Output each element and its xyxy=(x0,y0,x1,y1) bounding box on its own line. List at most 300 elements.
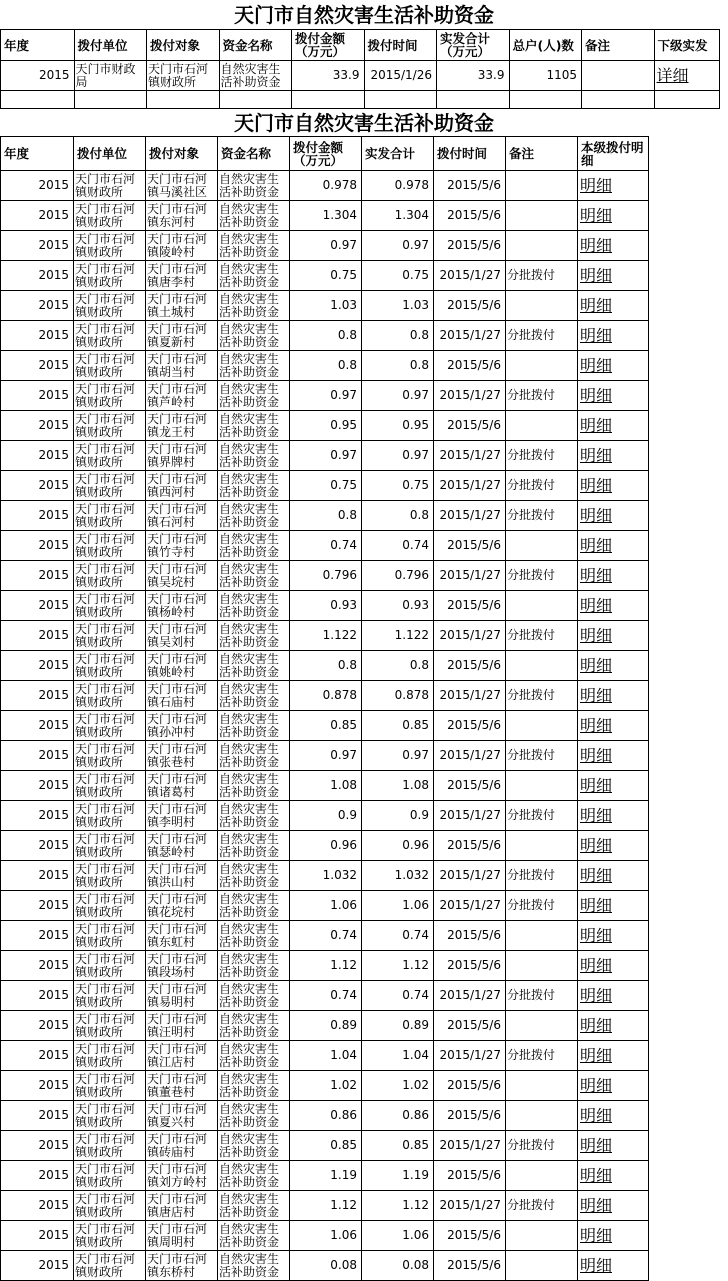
cell-note: 分批拨付 xyxy=(506,261,578,291)
cell-year: 2015 xyxy=(1,1011,74,1041)
section1-title: 天门市自然灾害生活补助资金 xyxy=(234,3,494,27)
cell-amount: 0.8 xyxy=(290,501,362,531)
cell-target: 天门市石河镇芦岭村 xyxy=(146,381,218,411)
cell-total: 0.97 xyxy=(362,381,434,411)
cell-date: 2015/5/6 xyxy=(434,1251,506,1281)
col-header-households: 总户(人)数 xyxy=(509,30,582,61)
table-row xyxy=(1,531,649,561)
cell-fund: 自然灾害生活补助资金 xyxy=(218,801,290,831)
table-row xyxy=(1,1041,649,1071)
cell-amount: 0.08 xyxy=(290,1251,362,1281)
col-header-year: 年度 xyxy=(1,30,75,61)
cell-total: 0.74 xyxy=(362,531,434,561)
detail-link[interactable]: 详细 xyxy=(654,61,720,91)
cell-note xyxy=(582,61,655,91)
cell-unit: 天门市石河镇财政所 xyxy=(74,1161,146,1191)
cell-fund: 自然灾害生活补助资金 xyxy=(218,561,290,591)
cell-total: 0.8 xyxy=(362,651,434,681)
cell-fund: 自然灾害生活补助资金 xyxy=(218,771,290,801)
cell-fund: 自然灾害生活补助资金 xyxy=(218,171,290,201)
cell-date: 2015/5/6 xyxy=(434,1161,506,1191)
detail-link[interactable]: 明细 xyxy=(578,561,649,591)
cell-amount: 1.06 xyxy=(290,1221,362,1251)
cell-amount: 0.95 xyxy=(290,411,362,441)
cell-date: 2015/5/6 xyxy=(434,291,506,321)
detail-link[interactable]: 明细 xyxy=(578,471,649,501)
cell-date: 2015/1/27 xyxy=(434,1131,506,1161)
cell-year: 2015 xyxy=(1,651,74,681)
table-row xyxy=(1,441,649,471)
cell-target: 天门市石河镇石庙村 xyxy=(146,681,218,711)
cell-year: 2015 xyxy=(1,1131,74,1161)
cell-target: 天门市石河镇西河村 xyxy=(146,471,218,501)
cell-target: 天门市石河镇胡当村 xyxy=(146,351,218,381)
cell-date: 2015/5/6 xyxy=(434,771,506,801)
detail-link[interactable]: 明细 xyxy=(578,741,649,771)
cell-note: 分批拨付 xyxy=(506,471,578,501)
table-row xyxy=(1,171,649,201)
col-header-detail: 本级拨付明细 xyxy=(578,137,649,171)
detail-link[interactable]: 明细 xyxy=(578,831,649,861)
cell-fund: 自然灾害生活补助资金 xyxy=(218,1041,290,1071)
table-row xyxy=(1,891,649,921)
detail-link[interactable]: 明细 xyxy=(578,381,649,411)
cell-unit: 天门市石河镇财政所 xyxy=(74,381,146,411)
cell-date: 2015/1/27 xyxy=(434,381,506,411)
col-header-target: 拨付对象 xyxy=(147,30,220,61)
detail-link[interactable]: 明细 xyxy=(578,591,649,621)
cell-total: 0.978 xyxy=(362,171,434,201)
cell-note xyxy=(506,351,578,381)
cell-fund: 自然灾害生活补助资金 xyxy=(218,531,290,561)
col-header-total: 实发合计（万元） xyxy=(437,30,510,61)
cell-target: 天门市石河镇财政所 xyxy=(147,61,220,91)
cell-note: 分批拨付 xyxy=(506,501,578,531)
cell-total: 0.74 xyxy=(362,921,434,951)
cell-year: 2015 xyxy=(1,711,74,741)
cell-amount: 0.96 xyxy=(290,831,362,861)
detail-link[interactable]: 明细 xyxy=(578,411,649,441)
col-header-note: 备注 xyxy=(582,30,655,61)
cell-date: 2015/1/26 xyxy=(364,61,437,91)
cell-target: 天门市石河镇汪明村 xyxy=(146,1011,218,1041)
cell-year: 2015 xyxy=(1,381,74,411)
cell-note xyxy=(506,591,578,621)
cell-total: 0.97 xyxy=(362,741,434,771)
cell-fund: 自然灾害生活补助资金 xyxy=(218,321,290,351)
cell-amount: 0.85 xyxy=(290,1131,362,1161)
cell-note xyxy=(506,1251,578,1281)
detail-link[interactable]: 明细 xyxy=(578,1191,649,1221)
cell-amount: 0.93 xyxy=(290,591,362,621)
cell-target: 天门市石河镇竹寺村 xyxy=(146,531,218,561)
cell-year: 2015 xyxy=(1,321,74,351)
table-row xyxy=(1,951,649,981)
cell-target: 天门市石河镇杨岭村 xyxy=(146,591,218,621)
cell-year: 2015 xyxy=(1,621,74,651)
section2-title: 天门市自然灾害生活补助资金 xyxy=(234,111,494,135)
cell-target: 天门市石河镇吴刘村 xyxy=(146,621,218,651)
cell-unit: 天门市石河镇财政所 xyxy=(74,471,146,501)
cell-target: 天门市石河镇土城村 xyxy=(146,291,218,321)
cell-unit: 天门市石河镇财政所 xyxy=(74,1251,146,1281)
cell-date: 2015/5/6 xyxy=(434,591,506,621)
cell-target: 天门市石河镇瑟岭村 xyxy=(146,831,218,861)
cell-note xyxy=(506,231,578,261)
cell-amount: 0.796 xyxy=(290,561,362,591)
cell-year: 2015 xyxy=(1,61,75,91)
detail-link[interactable]: 明细 xyxy=(578,171,649,201)
cell-amount: 0.74 xyxy=(290,531,362,561)
cell-unit: 天门市石河镇财政所 xyxy=(74,951,146,981)
cell-fund: 自然灾害生活补助资金 xyxy=(218,291,290,321)
cell-amount: 0.97 xyxy=(290,231,362,261)
cell-date: 2015/1/27 xyxy=(434,621,506,651)
cell-year: 2015 xyxy=(1,921,74,951)
detail-link[interactable]: 明细 xyxy=(578,1251,649,1281)
cell-total: 0.8 xyxy=(362,501,434,531)
cell-year: 2015 xyxy=(1,201,74,231)
cell-fund: 自然灾害生活补助资金 xyxy=(218,471,290,501)
cell-year: 2015 xyxy=(1,471,74,501)
detail-link[interactable]: 明细 xyxy=(578,351,649,381)
cell-unit: 天门市石河镇财政所 xyxy=(74,1101,146,1131)
cell-unit: 天门市石河镇财政所 xyxy=(74,921,146,951)
detail-link[interactable]: 明细 xyxy=(578,1041,649,1071)
cell-date: 2015/1/27 xyxy=(434,261,506,291)
cell-note: 分批拨付 xyxy=(506,621,578,651)
col-header-target: 拨付对象 xyxy=(146,137,218,171)
cell-unit: 天门市石河镇财政所 xyxy=(74,411,146,441)
detail-link[interactable]: 明细 xyxy=(578,1011,649,1041)
cell-note: 分批拨付 xyxy=(506,1041,578,1071)
cell-note xyxy=(506,411,578,441)
cell-date: 2015/1/27 xyxy=(434,1041,506,1071)
cell-year: 2015 xyxy=(1,1041,74,1071)
cell-fund: 自然灾害生活补助资金 xyxy=(218,381,290,411)
cell-households: 1105 xyxy=(509,61,582,91)
detail-link[interactable]: 明细 xyxy=(578,861,649,891)
cell-unit: 天门市石河镇财政所 xyxy=(74,201,146,231)
cell-fund: 自然灾害生活补助资金 xyxy=(218,681,290,711)
cell-unit: 天门市石河镇财政所 xyxy=(74,801,146,831)
cell-date: 2015/1/27 xyxy=(434,861,506,891)
table-row xyxy=(1,681,649,711)
cell-total: 0.86 xyxy=(362,1101,434,1131)
cell-target: 天门市石河镇张巷村 xyxy=(146,741,218,771)
cell-target: 天门市石河镇唐店村 xyxy=(146,1191,218,1221)
cell-total: 1.122 xyxy=(362,621,434,651)
cell-date: 2015/1/27 xyxy=(434,681,506,711)
cell-note: 分批拨付 xyxy=(506,1131,578,1161)
cell-note: 分批拨付 xyxy=(506,891,578,921)
table-row xyxy=(1,1191,649,1221)
cell-total: 0.878 xyxy=(362,681,434,711)
cell-year: 2015 xyxy=(1,1251,74,1281)
cell-unit: 天门市石河镇财政所 xyxy=(74,861,146,891)
detail-link[interactable]: 明细 xyxy=(578,891,649,921)
detail-link[interactable]: 明细 xyxy=(578,921,649,951)
cell-amount: 1.08 xyxy=(290,771,362,801)
cell-fund: 自然灾害生活补助资金 xyxy=(218,741,290,771)
detail-link[interactable]: 明细 xyxy=(578,321,649,351)
table-row xyxy=(1,411,649,441)
cell-unit: 天门市石河镇财政所 xyxy=(74,621,146,651)
cell-unit: 天门市石河镇财政所 xyxy=(74,1221,146,1251)
cell-amount: 1.032 xyxy=(290,861,362,891)
col-header-date: 拨付时间 xyxy=(434,137,506,171)
detail-link[interactable]: 明细 xyxy=(578,711,649,741)
table-row xyxy=(1,1251,649,1281)
cell-total: 0.9 xyxy=(362,801,434,831)
cell-unit: 天门市石河镇财政所 xyxy=(74,231,146,261)
cell-total: 1.08 xyxy=(362,771,434,801)
cell-total: 1.02 xyxy=(362,1071,434,1101)
cell-date: 2015/5/6 xyxy=(434,921,506,951)
col-header-date: 拨付时间 xyxy=(364,30,437,61)
cell-fund: 自然灾害生活补助资金 xyxy=(218,351,290,381)
cell-amount: 0.97 xyxy=(290,381,362,411)
cell-target: 天门市石河镇龙王村 xyxy=(146,411,218,441)
cell-year: 2015 xyxy=(1,231,74,261)
detail-link[interactable]: 明细 xyxy=(578,651,649,681)
cell-note xyxy=(506,1011,578,1041)
cell-target: 天门市石河镇砖庙村 xyxy=(146,1131,218,1161)
cell-fund: 自然灾害生活补助资金 xyxy=(218,1071,290,1101)
cell-date: 2015/5/6 xyxy=(434,651,506,681)
cell-year: 2015 xyxy=(1,1161,74,1191)
detail-link[interactable]: 明细 xyxy=(578,1221,649,1251)
cell-total: 0.74 xyxy=(362,981,434,1011)
cell-target: 天门市石河镇陵岭村 xyxy=(146,231,218,261)
cell-note xyxy=(506,1161,578,1191)
cell-fund: 自然灾害生活补助资金 xyxy=(218,1221,290,1251)
detail-link[interactable]: 明细 xyxy=(578,1131,649,1161)
cell-year: 2015 xyxy=(1,771,74,801)
cell-fund: 自然灾害生活补助资金 xyxy=(218,981,290,1011)
detail-link[interactable]: 明细 xyxy=(578,1071,649,1101)
cell-total: 0.796 xyxy=(362,561,434,591)
cell-fund: 自然灾害生活补助资金 xyxy=(218,261,290,291)
table-row xyxy=(1,711,649,741)
table-row xyxy=(1,1161,649,1191)
cell-year: 2015 xyxy=(1,1101,74,1131)
cell-amount: 0.85 xyxy=(290,711,362,741)
cell-year: 2015 xyxy=(1,531,74,561)
cell-note xyxy=(506,201,578,231)
detail-link[interactable]: 明细 xyxy=(578,981,649,1011)
cell-date: 2015/1/27 xyxy=(434,741,506,771)
cell-year: 2015 xyxy=(1,681,74,711)
cell-note: 分批拨付 xyxy=(506,741,578,771)
table-row xyxy=(1,321,649,351)
table-row xyxy=(1,831,649,861)
cell-date: 2015/5/6 xyxy=(434,531,506,561)
cell-note xyxy=(506,831,578,861)
col-header-fund: 资金名称 xyxy=(219,30,292,61)
cell-date: 2015/1/27 xyxy=(434,981,506,1011)
table-row xyxy=(1,621,649,651)
summary-row xyxy=(1,61,720,91)
cell-year: 2015 xyxy=(1,951,74,981)
cell-amount: 1.12 xyxy=(290,1191,362,1221)
cell-amount: 1.122 xyxy=(290,621,362,651)
summary-header-row xyxy=(1,30,720,61)
detail-link[interactable]: 明细 xyxy=(578,531,649,561)
cell-target: 天门市石河镇易明村 xyxy=(146,981,218,1011)
summary-table xyxy=(0,29,720,109)
cell-date: 2015/1/27 xyxy=(434,891,506,921)
cell-target: 天门市石河镇马溪社区 xyxy=(146,171,218,201)
cell-unit: 天门市石河镇财政所 xyxy=(74,1131,146,1161)
cell-year: 2015 xyxy=(1,561,74,591)
cell-total: 33.9 xyxy=(437,61,510,91)
detail-link[interactable]: 明细 xyxy=(578,771,649,801)
cell-amount: 1.03 xyxy=(290,291,362,321)
cell-target: 天门市石河镇周明村 xyxy=(146,1221,218,1251)
cell-total: 1.03 xyxy=(362,291,434,321)
table-row xyxy=(1,501,649,531)
cell-amount: 0.8 xyxy=(290,321,362,351)
cell-total: 0.75 xyxy=(362,261,434,291)
cell-target: 天门市石河镇诸葛村 xyxy=(146,771,218,801)
cell-year: 2015 xyxy=(1,441,74,471)
cell-target: 天门市石河镇花垸村 xyxy=(146,891,218,921)
cell-date: 2015/5/6 xyxy=(434,1101,506,1131)
cell-date: 2015/5/6 xyxy=(434,951,506,981)
cell-date: 2015/1/27 xyxy=(434,321,506,351)
cell-date: 2015/1/27 xyxy=(434,501,506,531)
spacer-row xyxy=(1,91,720,109)
col-header-sublevel: 下级实发 xyxy=(654,30,720,61)
detail-link[interactable]: 明细 xyxy=(578,501,649,531)
cell-unit: 天门市石河镇财政所 xyxy=(74,531,146,561)
cell-year: 2015 xyxy=(1,741,74,771)
cell-note xyxy=(506,1221,578,1251)
table-row xyxy=(1,471,649,501)
table-row xyxy=(1,801,649,831)
cell-note xyxy=(506,531,578,561)
cell-fund: 自然灾害生活补助资金 xyxy=(218,891,290,921)
cell-unit: 天门市石河镇财政所 xyxy=(74,351,146,381)
table-row xyxy=(1,1131,649,1161)
cell-note xyxy=(506,951,578,981)
table-row xyxy=(1,231,649,261)
cell-fund: 自然灾害生活补助资金 xyxy=(218,1131,290,1161)
cell-fund: 自然灾害生活补助资金 xyxy=(218,1191,290,1221)
cell-date: 2015/5/6 xyxy=(434,711,506,741)
cell-amount: 1.06 xyxy=(290,891,362,921)
table-row xyxy=(1,771,649,801)
cell-date: 2015/5/6 xyxy=(434,201,506,231)
cell-fund: 自然灾害生活补助资金 xyxy=(219,61,292,91)
detail-link[interactable]: 明细 xyxy=(578,1101,649,1131)
cell-year: 2015 xyxy=(1,861,74,891)
cell-amount: 1.02 xyxy=(290,1071,362,1101)
detail-link[interactable]: 明细 xyxy=(578,231,649,261)
cell-amount: 0.86 xyxy=(290,1101,362,1131)
detail-link[interactable]: 明细 xyxy=(578,441,649,471)
cell-amount: 1.19 xyxy=(290,1161,362,1191)
cell-date: 2015/1/27 xyxy=(434,561,506,591)
detail-link[interactable]: 明细 xyxy=(578,291,649,321)
cell-amount: 0.9 xyxy=(290,801,362,831)
col-header-unit: 拨付单位 xyxy=(74,137,146,171)
cell-target: 天门市石河镇孙冲村 xyxy=(146,711,218,741)
cell-target: 天门市石河镇夏新村 xyxy=(146,321,218,351)
cell-total: 1.19 xyxy=(362,1161,434,1191)
cell-unit: 天门市石河镇财政所 xyxy=(74,1041,146,1071)
cell-year: 2015 xyxy=(1,261,74,291)
cell-year: 2015 xyxy=(1,1071,74,1101)
cell-amount: 1.12 xyxy=(290,951,362,981)
cell-target: 天门市石河镇东虹村 xyxy=(146,921,218,951)
cell-date: 2015/1/27 xyxy=(434,471,506,501)
cell-amount: 0.97 xyxy=(290,741,362,771)
cell-unit: 天门市石河镇财政所 xyxy=(74,651,146,681)
cell-target: 天门市石河镇石河村 xyxy=(146,501,218,531)
table-row xyxy=(1,201,649,231)
detail-link[interactable]: 明细 xyxy=(578,621,649,651)
cell-year: 2015 xyxy=(1,591,74,621)
cell-unit: 天门市石河镇财政所 xyxy=(74,741,146,771)
cell-date: 2015/1/27 xyxy=(434,801,506,831)
cell-unit: 天门市石河镇财政所 xyxy=(74,501,146,531)
table-row xyxy=(1,981,649,1011)
cell-year: 2015 xyxy=(1,1221,74,1251)
cell-total: 1.04 xyxy=(362,1041,434,1071)
cell-total: 1.06 xyxy=(362,1221,434,1251)
cell-total: 0.96 xyxy=(362,831,434,861)
cell-fund: 自然灾害生活补助资金 xyxy=(218,1161,290,1191)
detail-link[interactable]: 明细 xyxy=(578,951,649,981)
detail-header-row xyxy=(1,137,649,171)
cell-total: 0.8 xyxy=(362,321,434,351)
detail-link[interactable]: 明细 xyxy=(578,801,649,831)
cell-fund: 自然灾害生活补助资金 xyxy=(218,861,290,891)
cell-amount: 0.89 xyxy=(290,1011,362,1041)
cell-amount: 0.8 xyxy=(290,651,362,681)
cell-note: 分批拨付 xyxy=(506,1191,578,1221)
cell-amount: 0.75 xyxy=(290,261,362,291)
cell-date: 2015/5/6 xyxy=(434,171,506,201)
cell-year: 2015 xyxy=(1,891,74,921)
cell-date: 2015/5/6 xyxy=(434,831,506,861)
cell-date: 2015/5/6 xyxy=(434,411,506,441)
detail-link[interactable]: 明细 xyxy=(578,681,649,711)
detail-link[interactable]: 明细 xyxy=(578,1161,649,1191)
cell-unit: 天门市石河镇财政所 xyxy=(74,711,146,741)
cell-total: 0.97 xyxy=(362,441,434,471)
cell-year: 2015 xyxy=(1,1191,74,1221)
cell-target: 天门市石河镇段场村 xyxy=(146,951,218,981)
cell-target: 天门市石河镇董巷村 xyxy=(146,1071,218,1101)
cell-fund: 自然灾害生活补助资金 xyxy=(218,231,290,261)
cell-fund: 自然灾害生活补助资金 xyxy=(218,1011,290,1041)
table-row xyxy=(1,1011,649,1041)
detail-link[interactable]: 明细 xyxy=(578,261,649,291)
cell-fund: 自然灾害生活补助资金 xyxy=(218,831,290,861)
cell-total: 1.12 xyxy=(362,1191,434,1221)
cell-total: 0.93 xyxy=(362,591,434,621)
detail-link[interactable]: 明细 xyxy=(578,201,649,231)
col-header-unit: 拨付单位 xyxy=(74,30,147,61)
cell-year: 2015 xyxy=(1,501,74,531)
cell-target: 天门市石河镇唐李村 xyxy=(146,261,218,291)
cell-fund: 自然灾害生活补助资金 xyxy=(218,591,290,621)
cell-note xyxy=(506,651,578,681)
cell-note xyxy=(506,711,578,741)
